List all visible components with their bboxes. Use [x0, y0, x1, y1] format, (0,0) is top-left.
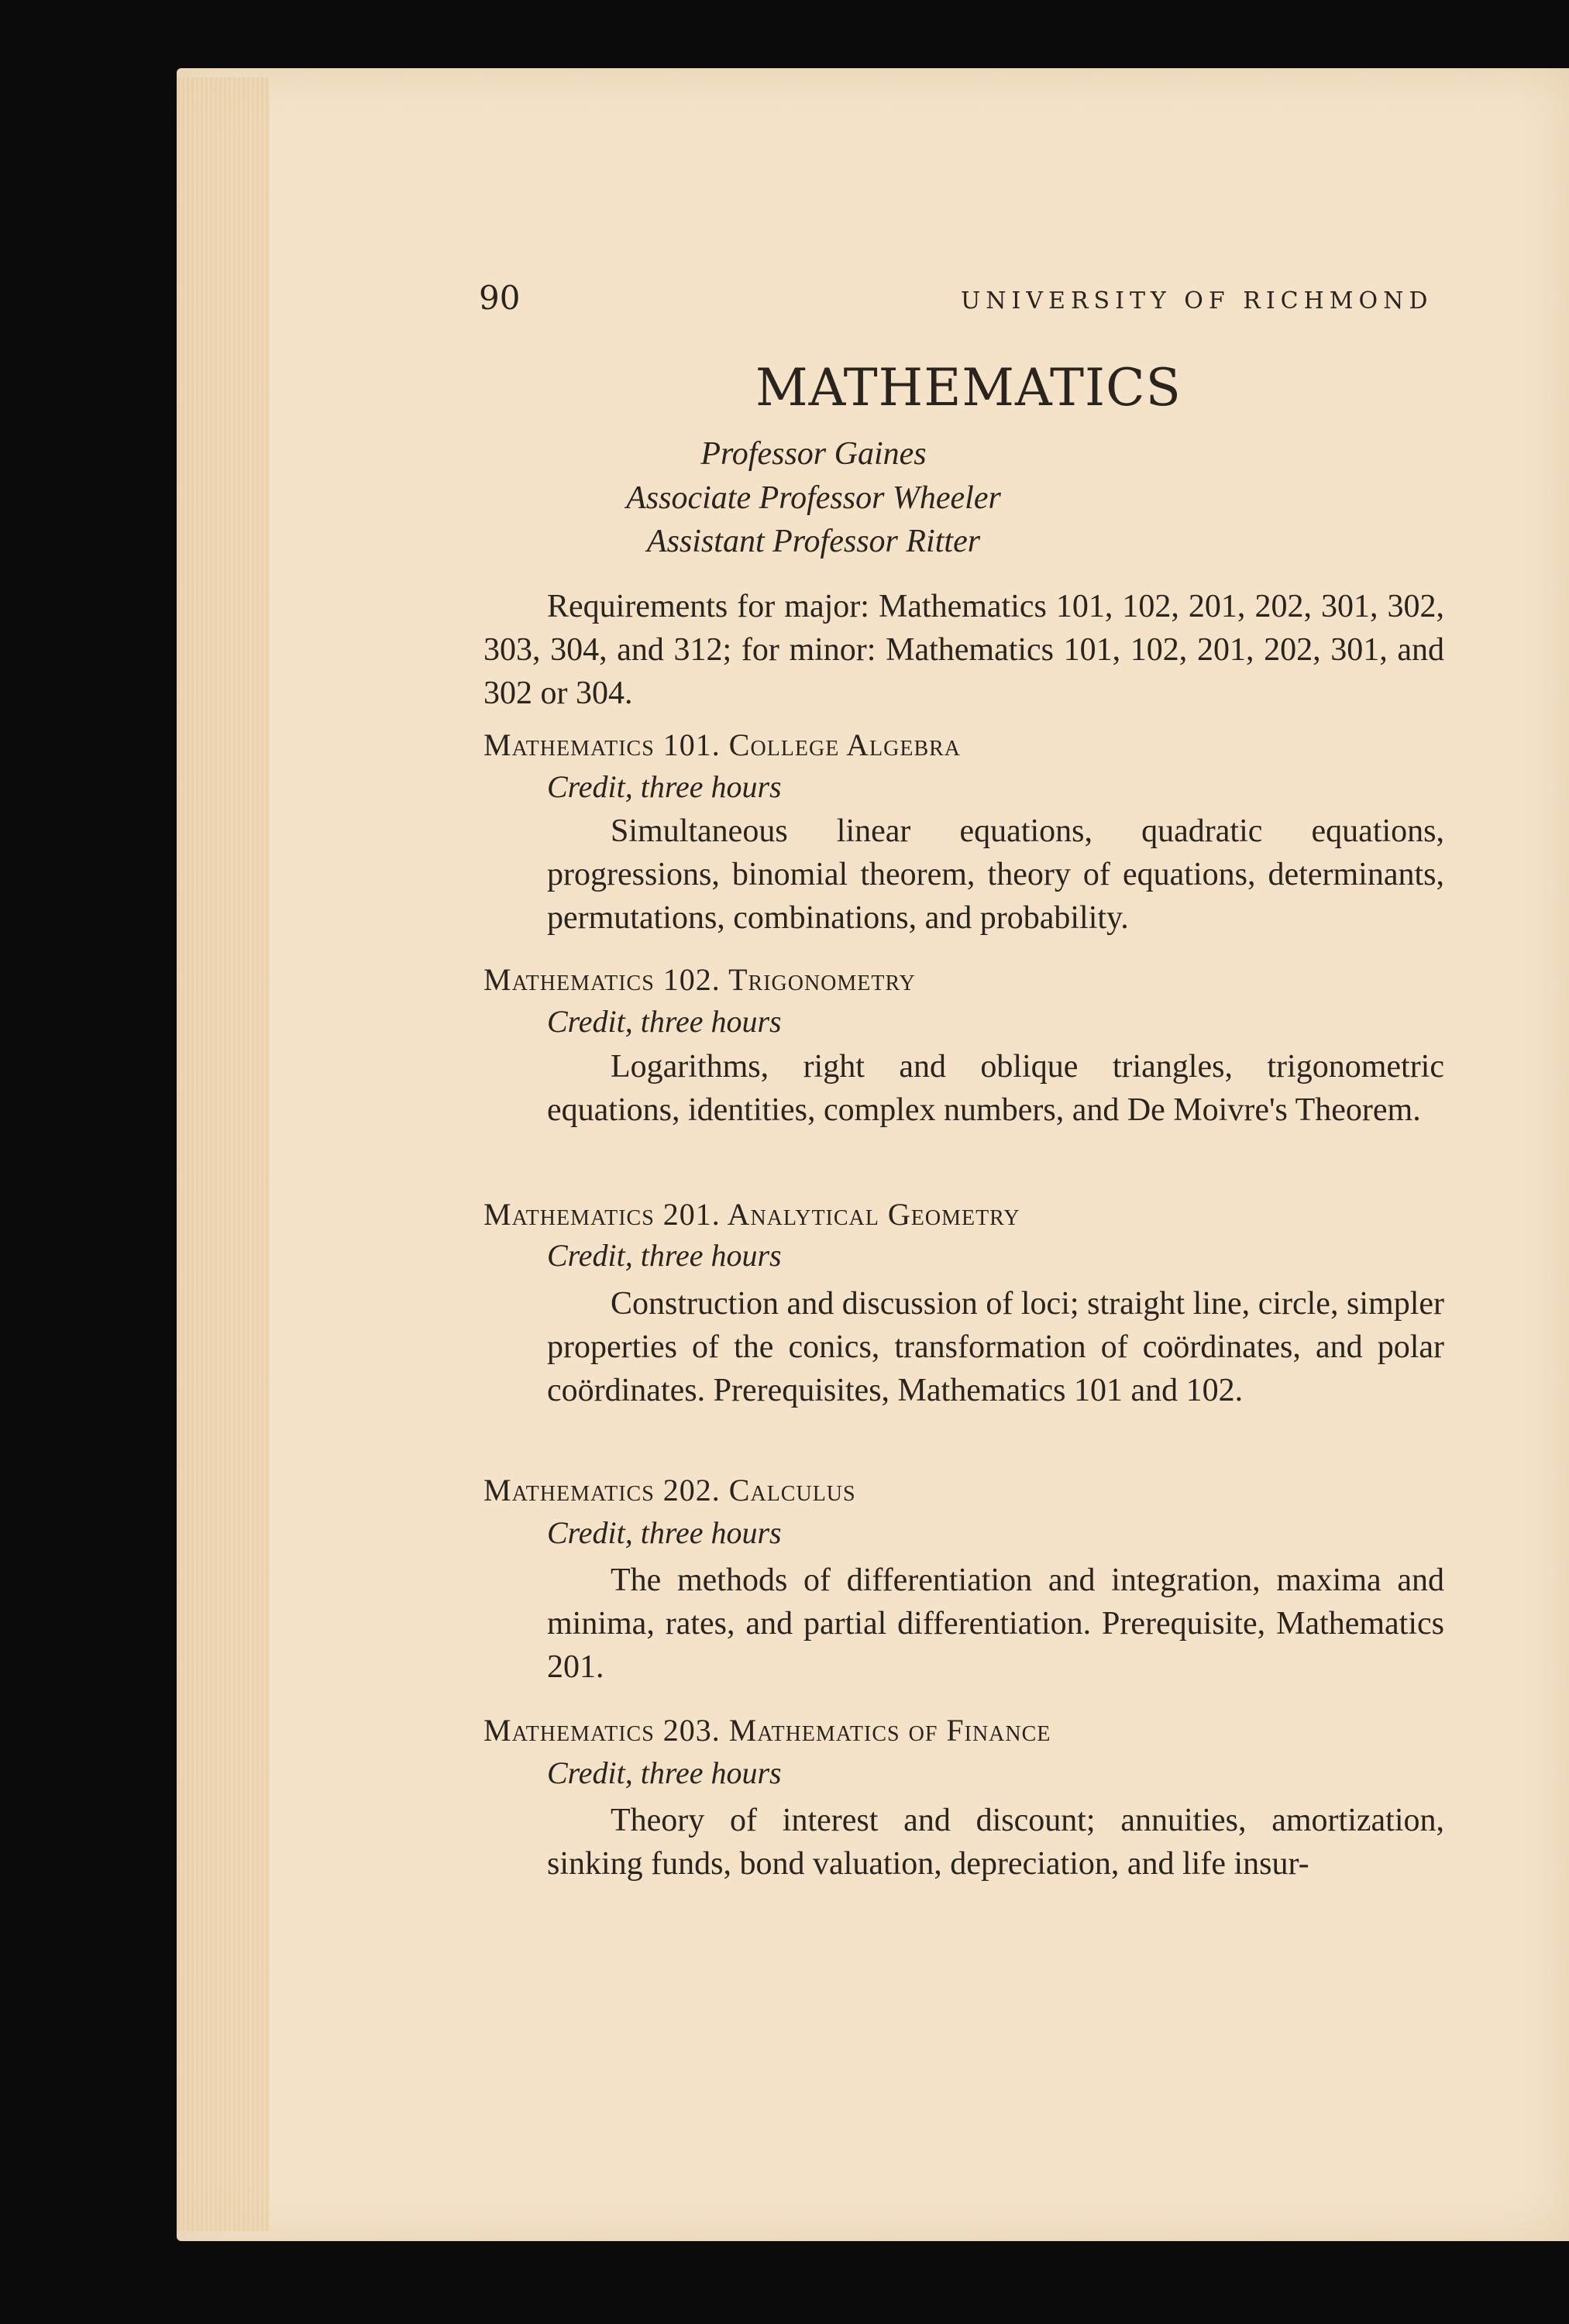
course-description: Theory of interest and discount; annuities, amortization, sinking funds, bond valuation, depreciation, and life insur- [547, 1803, 1444, 1882]
requirements-paragraph: Requirements for major: Mathematics 101, 102, 201, 202, 301, 302, 303, 304, and 312; for minor: Mathematics 101, 102, 201, 202, 301, and 302 or 304. [483, 589, 1444, 711]
faculty-line: Assistant Professor Ritter [646, 524, 981, 559]
course-heading: Mathematics 102. Trigonometry [483, 962, 916, 997]
course-heading: Mathematics 202. Calculus [483, 1473, 856, 1508]
department-title: MATHEMATICS [755, 358, 1182, 418]
course-credit: Credit, three hours [547, 1515, 782, 1550]
running-head: UNIVERSITY OF RICHMOND [961, 287, 1433, 315]
course-heading: Mathematics 201. Analytical Geometry [483, 1197, 1020, 1232]
course-credit: Credit, three hours [547, 1238, 782, 1273]
course-description: The methods of differentiation and integration, maxima and minima, rates, and partial differentiation. Prerequisite, Mathematics 201. [547, 1563, 1444, 1685]
course-credit: Credit, three hours [547, 769, 782, 804]
page-edge-stack [177, 77, 270, 2231]
course-credit: Credit, three hours [547, 1755, 782, 1790]
course-heading: Mathematics 101. College Algebra [483, 727, 962, 762]
course-description: Logarithms, right and oblique triangles, trigonometric equations, identities, complex numbers, and De Moivre's Theorem. [547, 1049, 1444, 1128]
course-description: Simultaneous linear equations, quadratic equations, progressions, binomial theorem, theory of equations, determinants, permutations, combinations, and probability. [547, 813, 1444, 936]
faculty-line: Associate Professor Wheeler [626, 480, 1001, 516]
course-credit: Credit, three hours [547, 1004, 782, 1039]
page-number: 90 [479, 279, 521, 317]
course-heading: Mathematics 203. Mathematics of Finance [483, 1713, 1051, 1748]
faculty-line: Professor Gaines [700, 436, 927, 472]
course-description: Construction and discussion of loci; straight line, circle, simpler properties of the conics, transformation of coördinates, and polar coördinates. Prerequisites, Mathematics 101 and 102. [547, 1286, 1444, 1408]
